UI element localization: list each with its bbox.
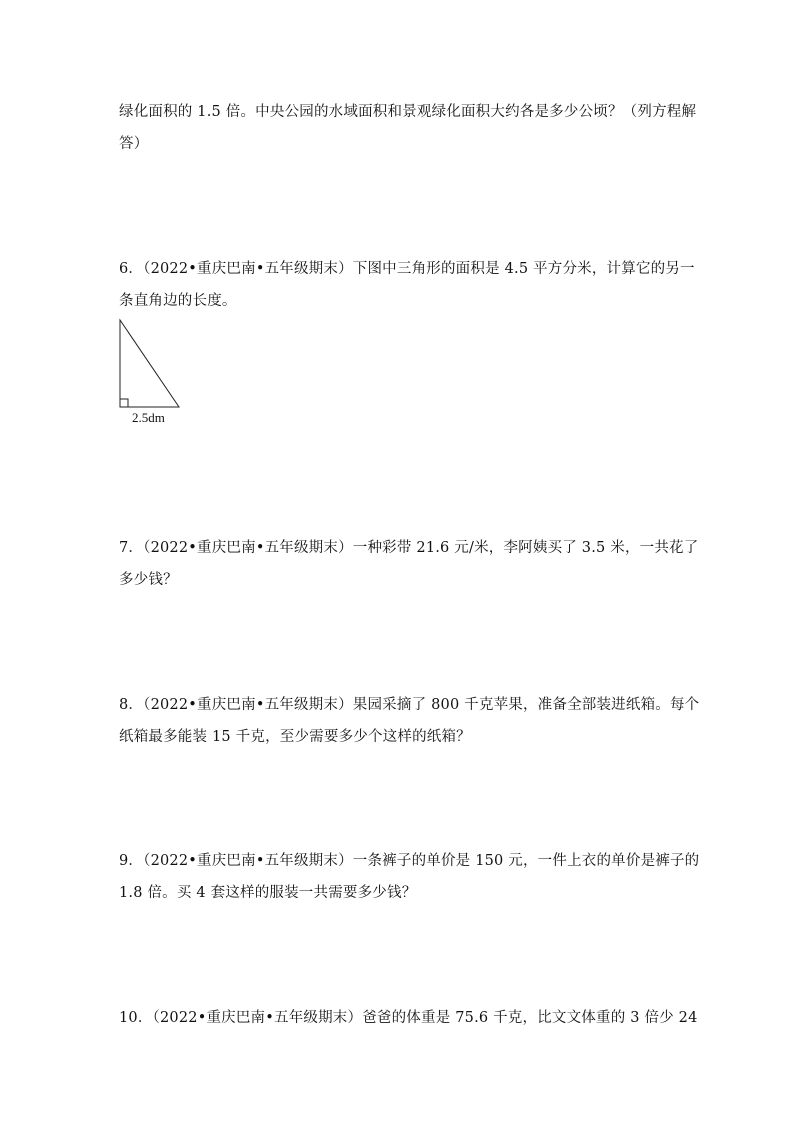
q6-line2: 条直角边的长度。 bbox=[119, 293, 237, 309]
right-angle-mark bbox=[120, 399, 128, 407]
q5-line2: 答） bbox=[119, 136, 149, 152]
triangle-shape bbox=[120, 320, 179, 407]
q10-line1: 10．（2022•重庆巴南•五年级期末）爸爸的体重是 75.6 千克，比文文体重的 3 倍少 24 bbox=[119, 1010, 698, 1026]
right-triangle-figure bbox=[112, 316, 202, 428]
q9-line1: 9．（2022•重庆巴南•五年级期末）一条裤子的单价是 150 元，一件上衣的单价是裤子的 bbox=[119, 853, 700, 869]
q6-line1: 6．（2022•重庆巴南•五年级期末）下图中三角形的面积是 4.5 平方分米，计算它的另一 bbox=[119, 261, 695, 277]
q9-line2: 1.8 倍。买 4 套这样的服装一共需要多少钱？ bbox=[119, 885, 417, 901]
q8-line1: 8．（2022•重庆巴南•五年级期末）果园采摘了 800 千克苹果，准备全部装进纸箱。每个 bbox=[119, 697, 700, 713]
q8-line2: 纸箱最多能装 15 千克，至少需要多少个这样的纸箱？ bbox=[119, 729, 471, 745]
q7-line2: 多少钱？ bbox=[119, 572, 178, 588]
q7-line1: 7．（2022•重庆巴南•五年级期末）一种彩带 21.6 元/米，李阿姨买了 3.5 米，一共花了 bbox=[119, 540, 699, 556]
triangle-base-label: 2.5dm bbox=[132, 410, 165, 425]
q5-line1: 绿化面积的 1.5 倍。中央公园的水域面积和景观绿化面积大约各是多少公顷？（列方程解 bbox=[119, 104, 697, 120]
